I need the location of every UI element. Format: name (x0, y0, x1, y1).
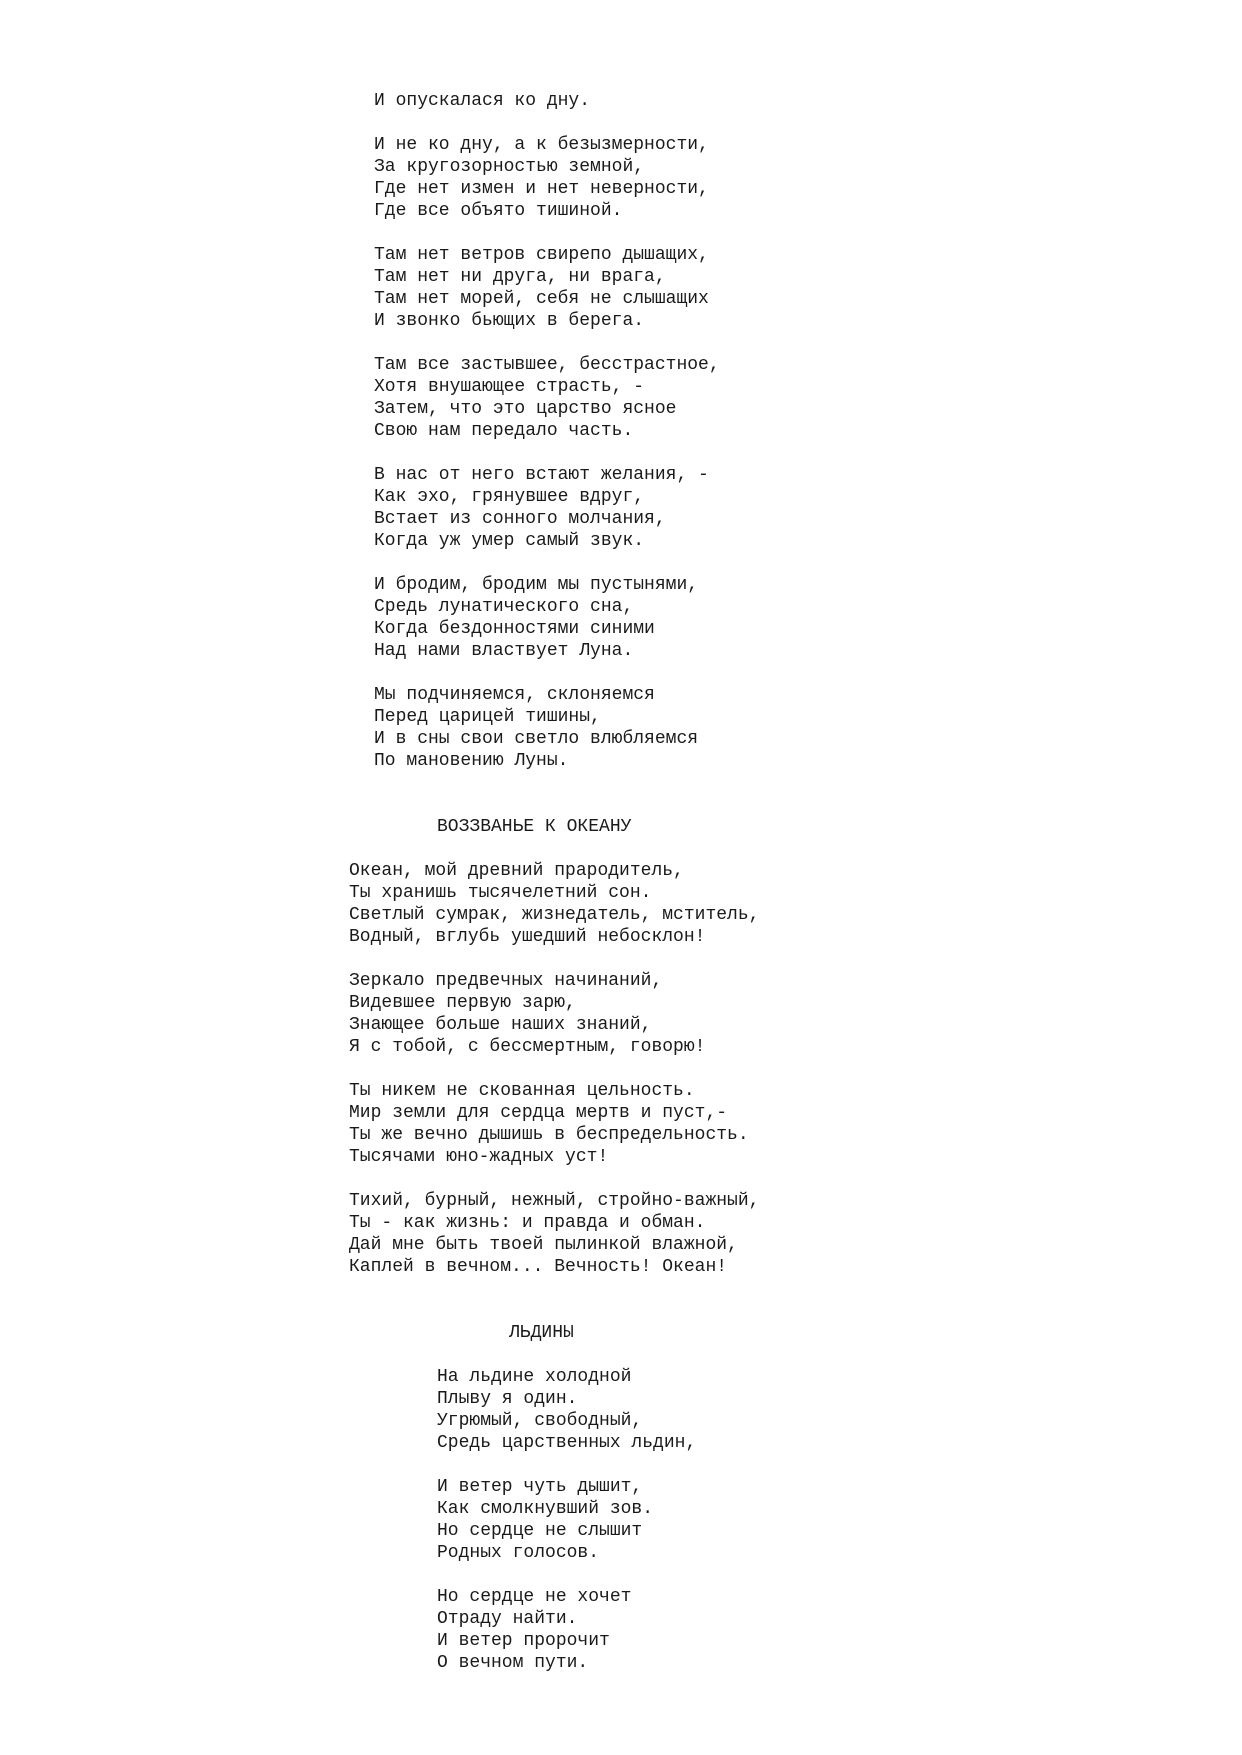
poem-line: Свою нам передало часть. (374, 421, 634, 441)
poem-line: Средь лунатического сна, (374, 597, 634, 617)
poem-title: ВОЗЗВАНЬЕ К ОКЕАНУ (437, 817, 632, 837)
poem-line: Когда бездонностями синими (374, 619, 655, 639)
poem-line: И в сны свои светло влюбляемся (374, 729, 699, 749)
poem-line: И не ко дну, а к безызмерности, (374, 135, 709, 155)
poem-line: Каплей в вечном... Вечность! Океан! (349, 1257, 728, 1277)
poem-line: Зеркало предвечных начинаний, (349, 971, 663, 991)
poem-line: За кругозорностью земной, (374, 157, 645, 177)
poem-line: Мир земли для сердца мертв и пуст,- (349, 1103, 728, 1123)
poem-line: Где нет измен и нет неверности, (374, 179, 709, 199)
poem-line: Родных голосов. (437, 1543, 600, 1563)
poem-line: О вечном пути. (437, 1653, 589, 1673)
poem-line: Над нами властвует Луна. (374, 641, 634, 661)
poem-line: Перед царицей тишины, (374, 707, 601, 727)
poem-line: Я с тобой, с бессмертным, говорю! (349, 1037, 706, 1057)
poem-line: На льдине холодной (437, 1367, 632, 1387)
poem-line: Водный, вглубь ушедший небосклон! (349, 927, 706, 947)
poem-line: И звонко бьющих в берега. (374, 311, 645, 331)
poem-line: Мы подчиняемся, склоняемся (374, 685, 655, 705)
poem-line: Океан, мой древний прародитель, (349, 861, 684, 881)
poem-line: И опускалася ко дну. (374, 91, 591, 111)
poem-line: Дай мне быть твоей пылинкой влажной, (349, 1235, 738, 1255)
poem-line: Как смолкнувший зов. (437, 1499, 654, 1519)
poem-line: И ветер пророчит (437, 1631, 610, 1651)
poem-line: И бродим, бродим мы пустынями, (374, 575, 699, 595)
poem-line: По мановению Луны. (374, 751, 569, 771)
poem-line: Затем, что это царство ясное (374, 399, 677, 419)
poem-line: И ветер чуть дышит, (437, 1477, 643, 1497)
poem-line: Средь царственных льдин, (437, 1433, 697, 1453)
poem-line: Ты никем не скованная цельность. (349, 1081, 695, 1101)
poem-line: Ты - как жизнь: и правда и обман. (349, 1213, 706, 1233)
poem-line: Тысячами юно-жадных уст! (349, 1147, 609, 1167)
poem-line: Тихий, бурный, нежный, стройно-важный, (349, 1191, 760, 1211)
poem-line: Видевшее первую зарю, (349, 993, 576, 1013)
poem-line: Там нет ни друга, ни врага, (374, 267, 666, 287)
poem-line: Там нет ветров свирепо дышащих, (374, 245, 709, 265)
poem-line: Где все объято тишиной. (374, 201, 623, 221)
poem-line: Ты же вечно дышишь в беспредельность. (349, 1125, 749, 1145)
poem-line: Как эхо, грянувшее вдруг, (374, 487, 645, 507)
poem-line: Ты хранишь тысячелетний сон. (349, 883, 652, 903)
poem-line: Там все застывшее, бесстрастное, (374, 355, 720, 375)
poem-line: Когда уж умер самый звук. (374, 531, 645, 551)
poem-line: Угрюмый, свободный, (437, 1411, 643, 1431)
poem-line: В нас от него встают желания, - (374, 465, 709, 485)
poem-line: Хотя внушающее страсть, - (374, 377, 645, 397)
poem-line: Отраду найти. (437, 1609, 578, 1629)
poem-line: Знающее больше наших знаний, (349, 1015, 652, 1035)
poem-line: Встает из сонного молчания, (374, 509, 666, 529)
poem-title: ЛЬДИНЫ (509, 1323, 574, 1343)
poem-line: Светлый сумрак, жизнедатель, мститель, (349, 905, 760, 925)
poem-line: Но сердце не хочет (437, 1587, 632, 1607)
poem-line: Но сердце не слышит (437, 1521, 643, 1541)
poem-line: Плыву я один. (437, 1389, 578, 1409)
poem-line: Там нет морей, себя не слышащих (374, 289, 709, 309)
